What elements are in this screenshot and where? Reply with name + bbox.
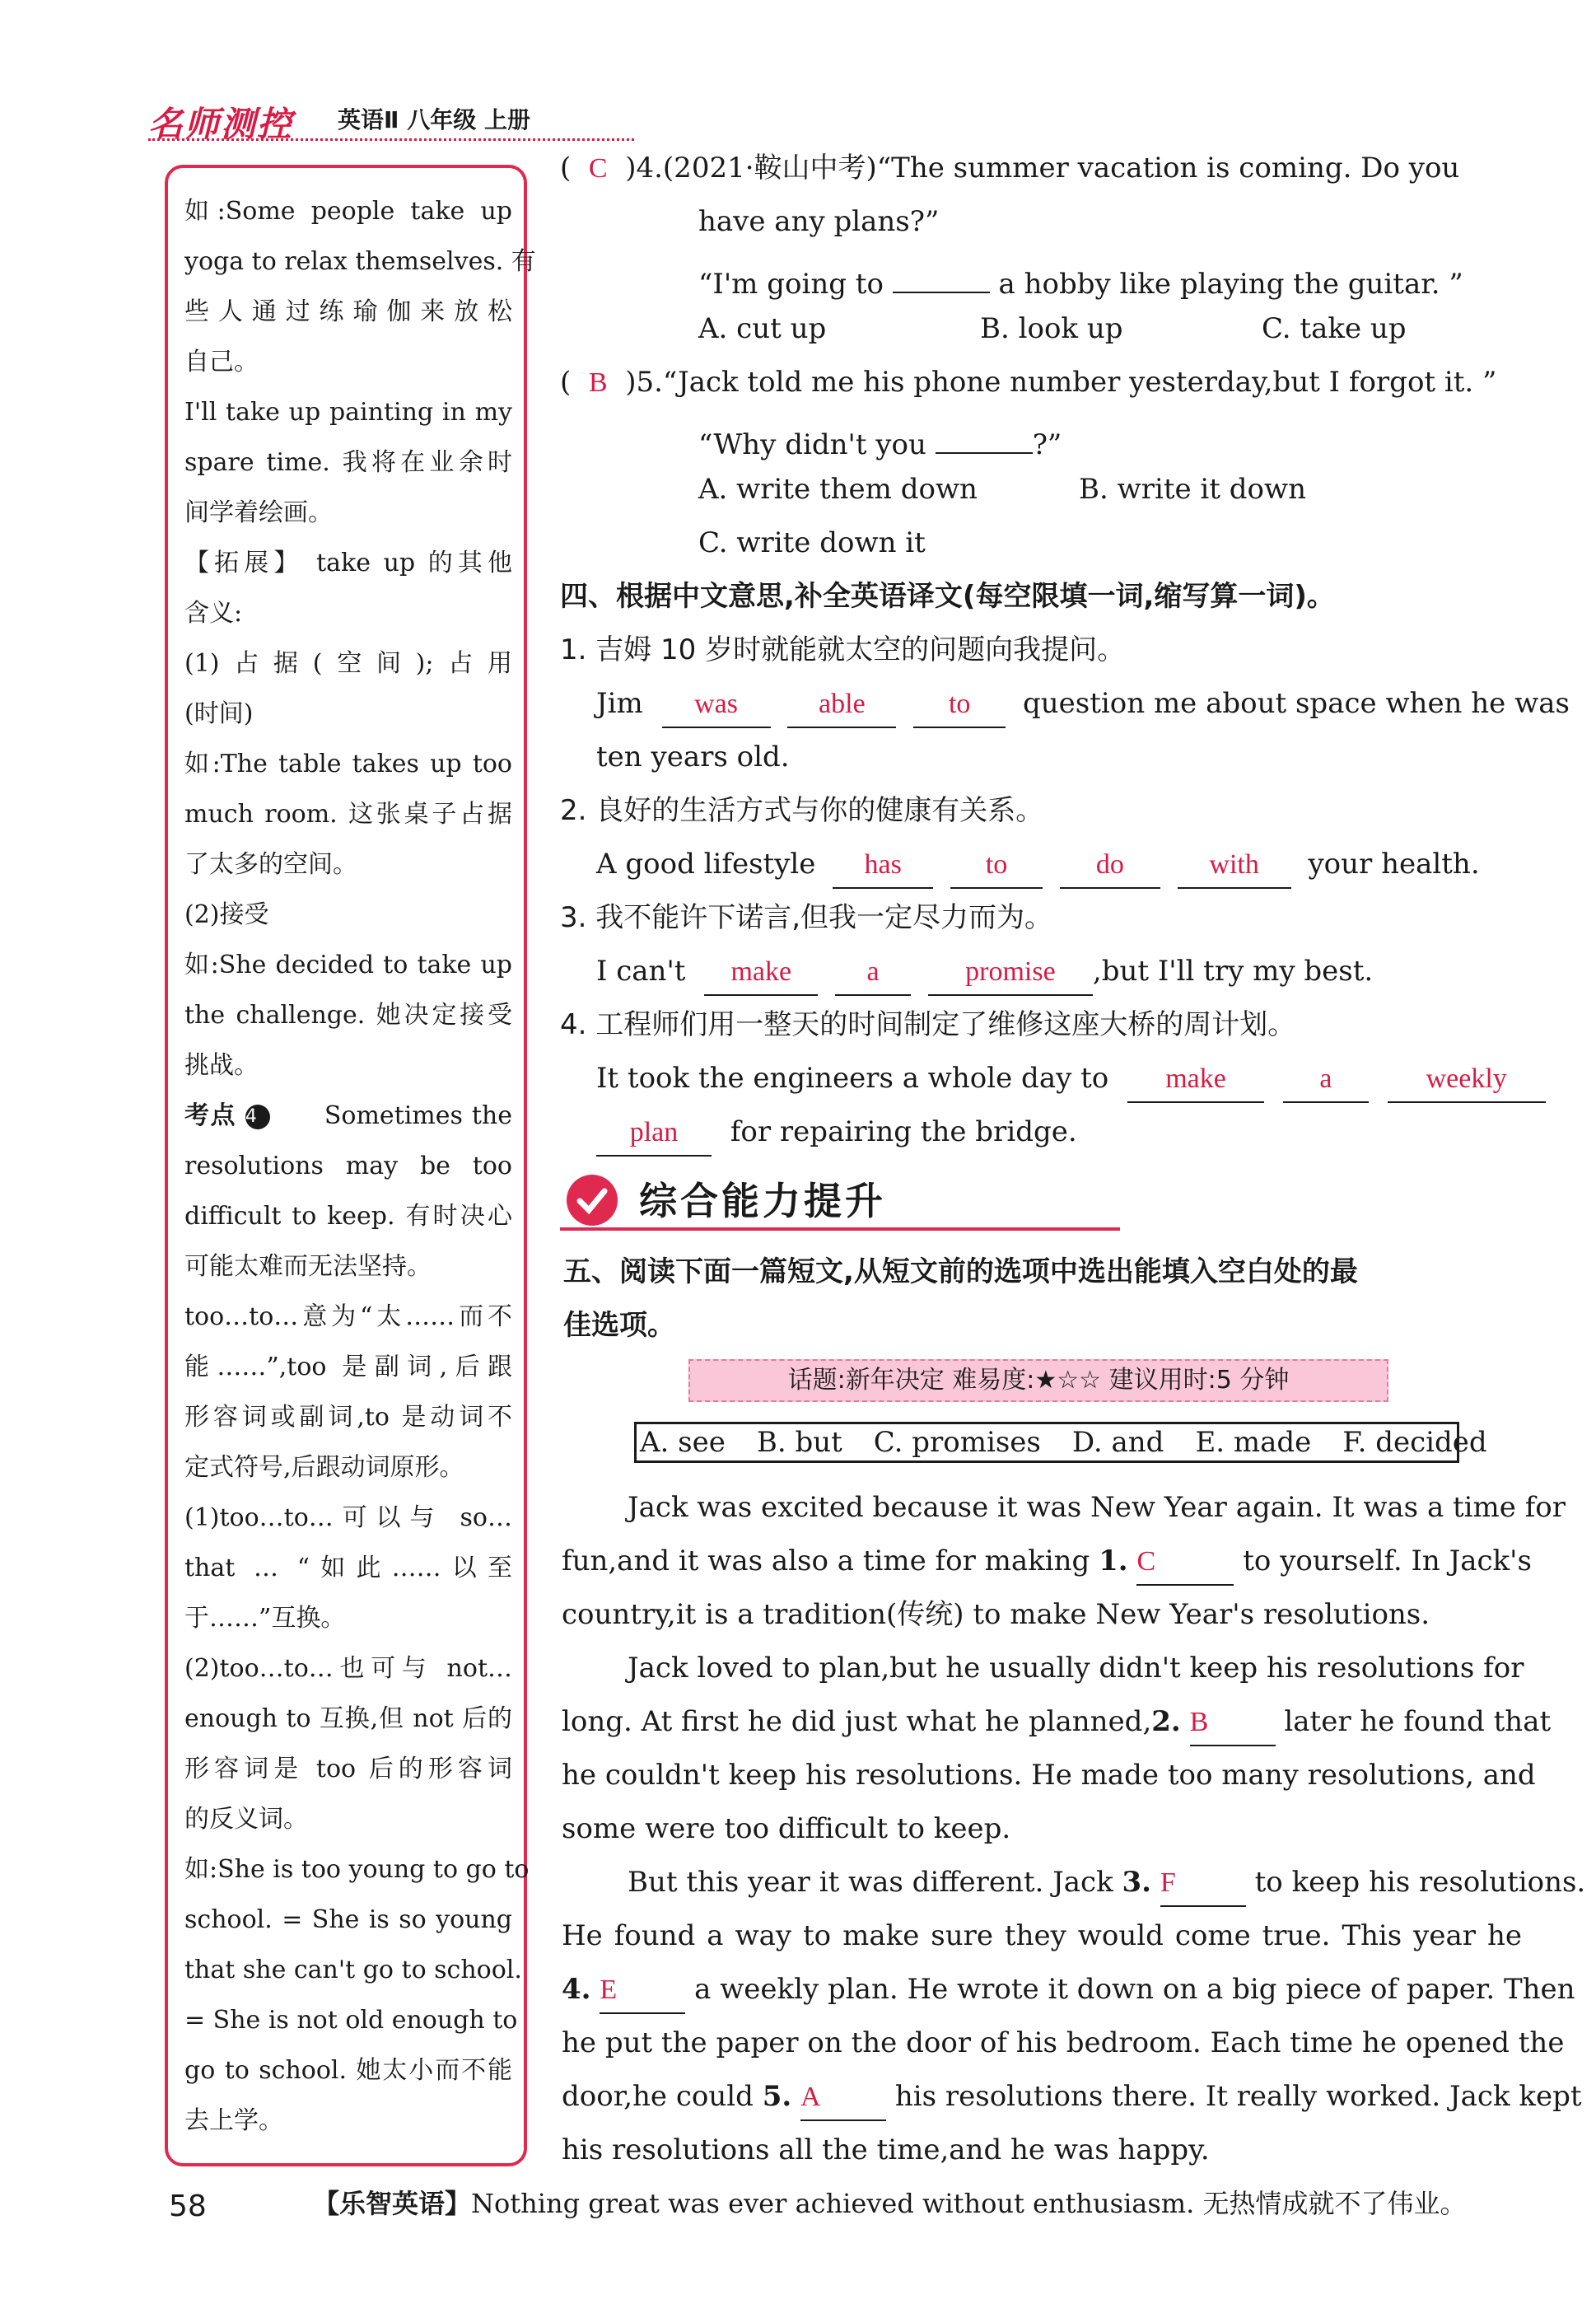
banner-underline <box>560 1227 1120 1231</box>
sidebar-line: 些人通过练瑜伽来放松 <box>184 297 512 326</box>
passage-line: he couldn't keep his resolutions. He made too many resolutions, and <box>562 1759 1536 1792</box>
banner-title: 综合能力提升 <box>639 1179 886 1223</box>
kaodian-text: Sometimes the <box>324 1101 513 1130</box>
answer-blank[interactable]: make <box>1127 1059 1264 1103</box>
answer-blank[interactable]: was <box>662 684 771 728</box>
word-option: D. and <box>1071 1426 1164 1459</box>
answer-blank[interactable]: to <box>950 844 1043 889</box>
passage-line: some were too difficult to keep. <box>562 1812 1011 1845</box>
mc-stem: “Jack told me his phone number yesterday,but I forgot it. ” <box>662 366 1497 399</box>
mc-options <box>560 463 1532 516</box>
passage-line: long. At first he did just what he planned,2. B later he found that <box>562 1695 1522 1749</box>
translation-q1-line2: ten years old. <box>596 741 790 773</box>
sidebar-line: yoga to relax themselves. 有 <box>184 247 536 276</box>
sidebar-line: 如:She decided to take up <box>184 951 512 979</box>
topic-bar: 话题:新年决定 难易度:★☆☆ 建议用时:5 分钟 <box>688 1359 1388 1402</box>
mc-question-4: ( C )4.(2021·鞍山中考)“The summer vacation is coming. Do you <box>560 152 1460 185</box>
sidebar-line: 间学着绘画。 <box>184 498 333 527</box>
passage-line: country,it is a tradition(传统) to make New Year's resolutions. <box>562 1598 1430 1631</box>
sidebar-line: 定式符号,后跟动词原形。 <box>184 1453 464 1482</box>
main-content <box>560 142 1570 1159</box>
word-options-box <box>634 1422 1487 1463</box>
section-banner <box>560 1168 1120 1236</box>
sidebar-line: difficult to keep. 有时决心 <box>184 1202 512 1231</box>
sidebar-line: 【拓展】 take up 的其他 <box>184 549 512 577</box>
sidebar-line: (时间) <box>184 699 254 728</box>
mc-stem-line: “Why didn't you ?” <box>560 409 1532 463</box>
answer-blank[interactable]: C <box>1136 1541 1234 1586</box>
mc-option: B. write it down <box>1079 473 1307 506</box>
subject-label: 英语Ⅱ 八年级 上册 <box>338 106 530 133</box>
sidebar-line: (2)接受 <box>184 900 269 929</box>
kaodian-number: 4 <box>245 1105 270 1129</box>
word-option: F. decided <box>1342 1426 1487 1459</box>
translation-q4-zh: 4. 工程师们用一整天的时间制定了维修这座大桥的周计划。 <box>560 1008 1296 1041</box>
mc-stem: (2021·鞍山中考)“The summer vacation is coming. Do you <box>662 152 1460 185</box>
mc-option: C. write down it <box>698 526 926 559</box>
sidebar-line: 形容词是 too 后的形容词 <box>184 1755 512 1783</box>
answer-blank[interactable] <box>893 249 990 293</box>
passage-line: fun,and it was also a time for making 1. C to yourself. In Jack's <box>562 1535 1522 1588</box>
sidebar-line: school. = She is so young <box>184 1905 512 1934</box>
translation-q2-zh: 2. 良好的生活方式与你的健康有关系。 <box>560 794 1044 827</box>
kaodian-label: 考点 <box>184 1101 236 1130</box>
sidebar-line: that she can't go to school. <box>184 1956 522 1984</box>
section5-title: 五、阅读下面一篇短文,从短文前的选项中选出能填入空白处的最 佳选项。 <box>563 1255 1358 1342</box>
sidebar-line: 的反义词。 <box>184 1805 308 1834</box>
answer-blank[interactable] <box>936 409 1033 454</box>
sidebar-line: (2)too…to…也可与 not… <box>184 1654 512 1683</box>
section4-title: 四、根据中文意思,补全英语译文(每空限填一词,缩写算一词)。 <box>560 580 1335 613</box>
answer-blank[interactable]: weekly <box>1388 1059 1546 1103</box>
answer-blank[interactable]: A <box>800 2077 886 2121</box>
answer-blank[interactable]: do <box>1060 844 1160 889</box>
sidebar-line: (1)too…to…可以与 so… <box>184 1503 512 1532</box>
sidebar-line: (1)占据(空间);占用 <box>184 649 512 678</box>
header-divider <box>148 138 634 141</box>
translation-q1-zh: 1. 吉姆 10 岁时就能就太空的问题向我提问。 <box>560 633 1126 666</box>
mc-stem-line: have any plans?” <box>698 205 940 238</box>
footer-quote-line <box>313 2183 1467 2221</box>
translation-q3-en: I can't make a promise ,but I'll try my best. <box>560 945 1532 998</box>
mc-option: A. write them down <box>698 473 978 506</box>
answer-blank[interactable]: make <box>704 951 818 996</box>
sidebar-line: 于……”互换。 <box>184 1604 346 1633</box>
translation-q2-en: A good lifestyle has to do with your health. <box>560 838 1532 891</box>
reading-passage <box>562 1481 1586 2177</box>
sidebar-line: go to school. 她太小而不能 <box>184 2056 512 2085</box>
answer-blank[interactable]: a <box>1283 1059 1369 1103</box>
answer-blank[interactable]: a <box>835 951 911 996</box>
heart-check-icon <box>567 1175 618 1226</box>
sidebar-line: 如:The table takes up too <box>184 750 512 778</box>
word-option: B. but <box>756 1426 842 1459</box>
answer-blank[interactable]: promise <box>928 951 1093 996</box>
sidebar-line: 自己。 <box>184 348 259 376</box>
word-option: A. see <box>640 1426 726 1459</box>
mc-answer: B <box>588 367 608 398</box>
kaodian-line <box>184 1091 512 1141</box>
mc-stem-line: “I'm going to a hobby like playing the guitar. ” <box>560 249 1532 302</box>
sidebar-line: much room. 这张桌子占据 <box>184 800 512 829</box>
sidebar-line: 形容词或副词,to 是动词不 <box>184 1403 512 1432</box>
sidebar-line: 含义: <box>184 599 243 628</box>
sidebar-line: I'll take up painting in my <box>184 398 512 427</box>
mc-option: A. cut up <box>698 312 827 345</box>
passage-line: He found a way to make sure they would come true. This year he <box>562 1919 1522 1952</box>
answer-blank[interactable]: plan <box>596 1112 712 1157</box>
sidebar-line: 如:Some people take up <box>184 197 512 226</box>
mc-option: C. take up <box>1262 312 1407 345</box>
sidebar-line: 了太多的空间。 <box>184 850 357 879</box>
passage-line: 4. E a weekly plan. He wrote it down on a big piece of paper. Then <box>562 1963 1522 2017</box>
mc-options <box>560 302 1532 356</box>
page-number: 58 <box>169 2190 207 2223</box>
brand-logo: 名师测控 <box>148 104 294 144</box>
passage-line: Jack was excited because it was New Year again. It was a time for <box>628 1491 1566 1524</box>
passage-line: his resolutions all the time,and he was happy. <box>562 2133 1210 2166</box>
answer-blank[interactable]: F <box>1160 1862 1246 1907</box>
passage-line: Jack loved to plan,but he usually didn't keep his resolutions for <box>628 1652 1524 1685</box>
sidebar-line: 如:She is too young to go to <box>184 1855 530 1884</box>
sidebar-line: too…to…意为“太……而不 <box>184 1302 512 1331</box>
sidebar-line: spare time. 我将在业余时 <box>184 448 512 477</box>
sidebar-line: 可能太难而无法坚持。 <box>184 1252 432 1281</box>
passage-line: he put the paper on the door of his bedroom. Each time he opened the <box>562 2026 1565 2059</box>
footer-quote: Nothing great was ever achieved without enthusiasm. 无热情成就不了伟业。 <box>471 2188 1467 2219</box>
sidebar-line: 去上学。 <box>184 2106 283 2135</box>
answer-blank[interactable]: E <box>600 1970 685 2014</box>
sidebar-line: enough to 互换,但 not 后的 <box>184 1704 512 1733</box>
notes-sidebar <box>165 165 536 2166</box>
sidebar-line: that … “如此……以至 <box>184 1554 512 1582</box>
answer-blank[interactable]: to <box>913 684 1006 728</box>
answer-blank[interactable]: B <box>1190 1702 1276 1746</box>
passage-line: But this year it was different. Jack 3. F to keep his resolutions. <box>562 1856 1522 1909</box>
answer-blank[interactable]: able <box>787 684 896 728</box>
sidebar-line: = She is not old enough to <box>184 2006 518 2035</box>
passage-line: door,he could 5. A his resolutions there. It really worked. Jack kept <box>562 2070 1522 2124</box>
mc-option: B. look up <box>980 312 1123 345</box>
answer-blank[interactable]: has <box>833 844 933 889</box>
mc-question-5: ( B )5.“Jack told me his phone number yesterday,but I forgot it. ” <box>560 366 1497 399</box>
translation-q3-zh: 3. 我不能许下诺言,但我一定尽力而为。 <box>560 901 1053 934</box>
sidebar-line: resolutions may be too <box>184 1152 512 1180</box>
word-option: C. promises <box>873 1426 1041 1459</box>
word-option: E. made <box>1195 1426 1312 1459</box>
translation-q4-en: It took the engineers a whole day to make a weekly <box>560 1052 1532 1105</box>
footer-brand: 【乐智英语】 <box>313 2188 472 2219</box>
mc-answer: C <box>588 153 608 184</box>
translation-q1-en: Jim was able to question me about space when he was <box>560 677 1532 731</box>
sidebar-line: 挑战。 <box>184 1051 259 1080</box>
answer-blank[interactable]: with <box>1178 844 1291 889</box>
translation-q4-line2: plan for repairing the bridge. <box>560 1105 1532 1159</box>
sidebar-line: 能……”,too 是副词,后跟 <box>184 1353 512 1381</box>
sidebar-line: the challenge. 她决定接受 <box>184 1001 512 1030</box>
